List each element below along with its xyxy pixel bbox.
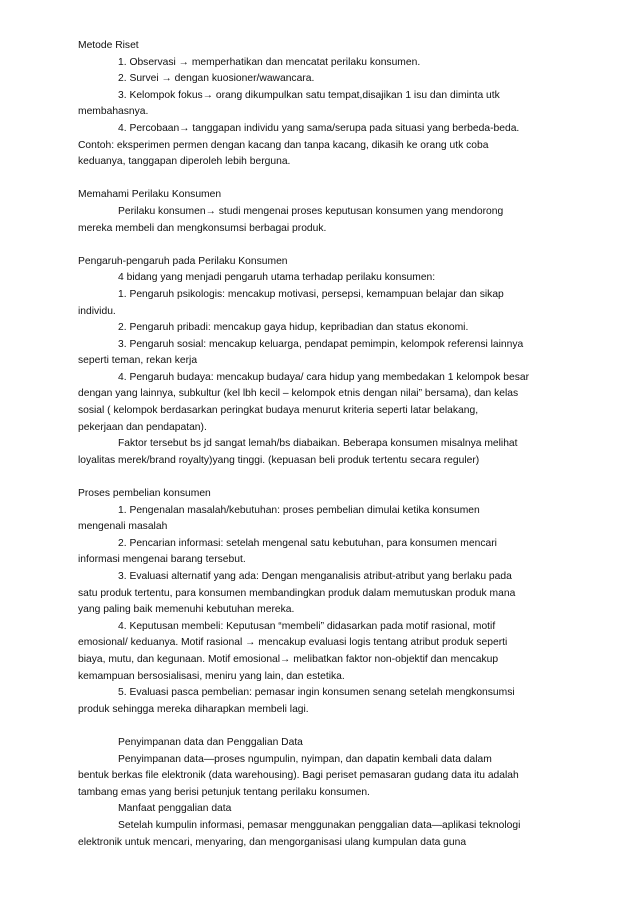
text-line: mengenali masalah: [78, 521, 168, 533]
blank-line: [78, 237, 578, 254]
text-line: kemampuan bersosialisasi, meniru yang lain, dan estetika.: [78, 670, 345, 682]
text-line: 1. Pengenalan masalah/kebutuhan: proses pembelian dimulai ketika konsumen: [118, 504, 480, 516]
text-line: Contoh: eksperimen permen dengan kacang dan tanpa kacang, dikasih ke orang utk coba: [78, 139, 489, 151]
text-line: Pengaruh-pengaruh pada Perilaku Konsumen: [78, 255, 288, 267]
text-line: produk sehingga mereka diharapkan membeli lagi.: [78, 703, 309, 715]
text-line: 4. Keputusan membeli: Keputusan “membeli” didasarkan pada motif rasional, motif: [118, 620, 496, 632]
text-line: pekerjaan dan pendapatan).: [78, 421, 207, 433]
text-line: loyalitas merek/brand royalty)yang tinggi. (kepuasan beli produk tertentu secara reguler): [78, 454, 480, 466]
text-line: 4. Pengaruh budaya: mencakup budaya/ cara hidup yang membedakan 1 kelompok besar: [118, 371, 530, 383]
text-line: 1. Observasi → memperhatikan dan mencatat perilaku konsumen.: [118, 56, 421, 68]
text-line: mereka membeli dan mengkonsumsi berbagai produk.: [78, 222, 327, 234]
text-line: Faktor tersebut bs jd sangat lemah/bs diabaikan. Beberapa konsumen misalnya melihat: [118, 438, 518, 450]
text-line: Setelah kumpulin informasi, pemasar menggunakan penggalian data—aplikasi teknologi: [118, 819, 521, 831]
text-line: Perilaku konsumen→ studi mengenai proses keputusan konsumen yang mendorong: [118, 205, 504, 217]
text-line: 4. Percobaan→ tanggapan individu yang sama/serupa pada situasi yang berbeda-beda.: [118, 122, 520, 134]
text-line: 3. Kelompok fokus→ orang dikumpulkan satu tempat,disajikan 1 isu dan diminta utk: [118, 89, 500, 101]
text-line: individu.: [78, 305, 116, 317]
text-line: 1. Pengaruh psikologis: mencakup motivasi, persepsi, kemampuan belajar dan sikap: [118, 288, 504, 300]
text-line: 3. Evaluasi alternatif yang ada: Dengan menganalisis atribut-atribut yang berlaku pada: [118, 571, 512, 582]
text-line: membahasnya.: [78, 106, 149, 118]
text-line: Manfaat penggalian data: [118, 803, 232, 815]
text-line: dengan yang lainnya, subkultur (kel lbh kecil – kelompok etnis dengan nilai” bersama), dan kelas: [78, 388, 519, 400]
text-line: Penyimpanan data dan Penggalian Data: [118, 736, 303, 748]
text-line: 2. Survei → dengan kuosioner/wawancara.: [118, 73, 315, 85]
text-line: tambang emas yang berisi petunjuk tentang perilaku konsumen.: [78, 786, 370, 798]
text-line: Proses pembelian konsumen: [78, 488, 211, 500]
blank-line: [78, 718, 578, 735]
document-body: [78, 38, 578, 851]
text-line: 4 bidang yang menjadi pengaruh utama terhadap perilaku konsumen:: [118, 272, 436, 284]
text-line: 2. Pencarian informasi: setelah mengenal satu kebutuhan, para konsumen mencari: [118, 537, 497, 549]
text-line: 2. Pengaruh pribadi: mencakup gaya hidup, kepribadian dan status ekonomi.: [118, 322, 469, 334]
text-line: 5. Evaluasi pasca pembelian: pemasar ingin konsumen senang setelah mengkonsumsi: [118, 687, 515, 699]
text-line: emosional/ keduanya. Motif rasional → mencakup evaluasi logis tentang atribut produk seperti: [78, 637, 508, 649]
text-line: informasi mengenai barang tersebut.: [78, 554, 246, 566]
text-line: biaya, mutu, dan kegunaan. Motif emosional→ melibatkan faktor non-objektif dan mencakup: [78, 653, 499, 665]
text-line: Penyimpanan data—proses ngumpulin, nyimpan, dan dapatin kembali data dalam: [118, 753, 492, 765]
text-line: keduanya, tanggapan diperoleh lebih berguna.: [78, 156, 291, 168]
text-line: Metode Riset: [78, 40, 139, 51]
text-line: elektronik untuk mencari, menyaring, dan mengorganisasi ulang kumpulan data guna: [78, 836, 467, 848]
blank-line: [78, 469, 578, 486]
text-line: 3. Pengaruh sosial: mencakup keluarga, pendapat pemimpin, kelompok referensi lainnya: [118, 338, 524, 350]
text-line: Memahami Perilaku Konsumen: [78, 189, 222, 201]
text-line: seperti teman, rekan kerja: [78, 355, 198, 367]
blank-line: [78, 171, 578, 188]
text-line: yang paling baik memenuhi kebutuhan mereka.: [78, 604, 295, 616]
text-line: sosial ( kelompok berdasarkan peringkat budaya menurut kriteria seperti latar belakang,: [78, 405, 479, 417]
text-line: bentuk berkas file elektronik (data warehousing). Bagi periset pemasaran gudang data itu adalah: [78, 770, 519, 782]
text-line: satu produk tertentu, para konsumen membandingkan produk dalam memutuskan produk mana: [78, 587, 516, 599]
